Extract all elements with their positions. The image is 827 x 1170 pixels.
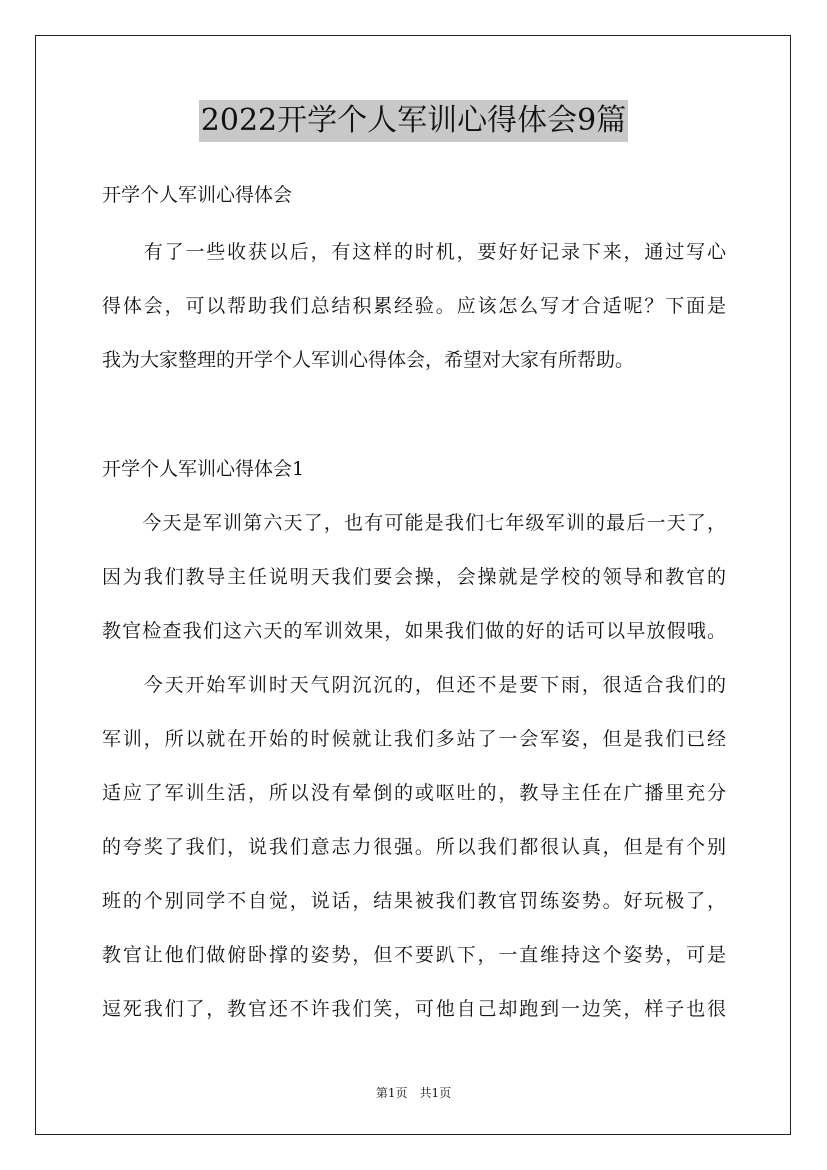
intro-line-3: 我为大家整理的开学个人军训心得体会，希望对大家有所帮助。	[102, 349, 635, 371]
page-footer: 第1页 共1页	[375, 1086, 452, 1100]
essay-heading: 开学个人军训心得体会1	[102, 458, 305, 480]
paragraph2-line-2: 军训，所以就在开始的时候就让我们多站了一会军姿，但是我们已经	[102, 728, 726, 750]
paragraph1-line-1: 今天是军训第六天了，也有可能是我们七年级军训的最后一天了，	[102, 512, 726, 534]
section-heading: 开学个人军训心得体会	[102, 184, 293, 206]
paragraph2-line-3: 适应了军训生活，所以没有晕倒的或呕吐的，教导主任在广播里充分	[102, 782, 726, 804]
paragraph2-line-5: 班的个别同学不自觉，说话，结果被我们教官罚练姿势。好玩极了，	[102, 890, 726, 912]
paragraph2-line-4: 的夸奖了我们，说我们意志力很强。所以我们都很认真，但是有个别	[102, 836, 726, 858]
title-container	[0, 100, 827, 142]
paragraph1-line-3: 教官检查我们这六天的军训效果，如果我们做的好的话可以早放假哦。	[102, 620, 726, 642]
intro-line-1: 有了一些收获以后，有这样的时机，要好好记录下来，通过写心	[102, 241, 726, 263]
paragraph2-line-7: 逗死我们了，教官还不许我们笑，可他自己却跑到一边笑，样子也很	[102, 998, 726, 1020]
paragraph1-line-2: 因为我们教导主任说明天我们要会操，会操就是学校的领导和教官的	[102, 566, 726, 588]
intro-line-2: 得体会，可以帮助我们总结积累经验。应该怎么写才合适呢？下面是	[102, 295, 726, 317]
document-title: 2022开学个人军训心得体会9篇	[199, 100, 628, 142]
paragraph2-line-1: 今天开始军训时天气阴沉沉的，但还不是要下雨，很适合我们的	[102, 674, 726, 696]
paragraph2-line-6: 教官让他们做俯卧撑的姿势，但不要趴下，一直维持这个姿势，可是	[102, 944, 726, 966]
